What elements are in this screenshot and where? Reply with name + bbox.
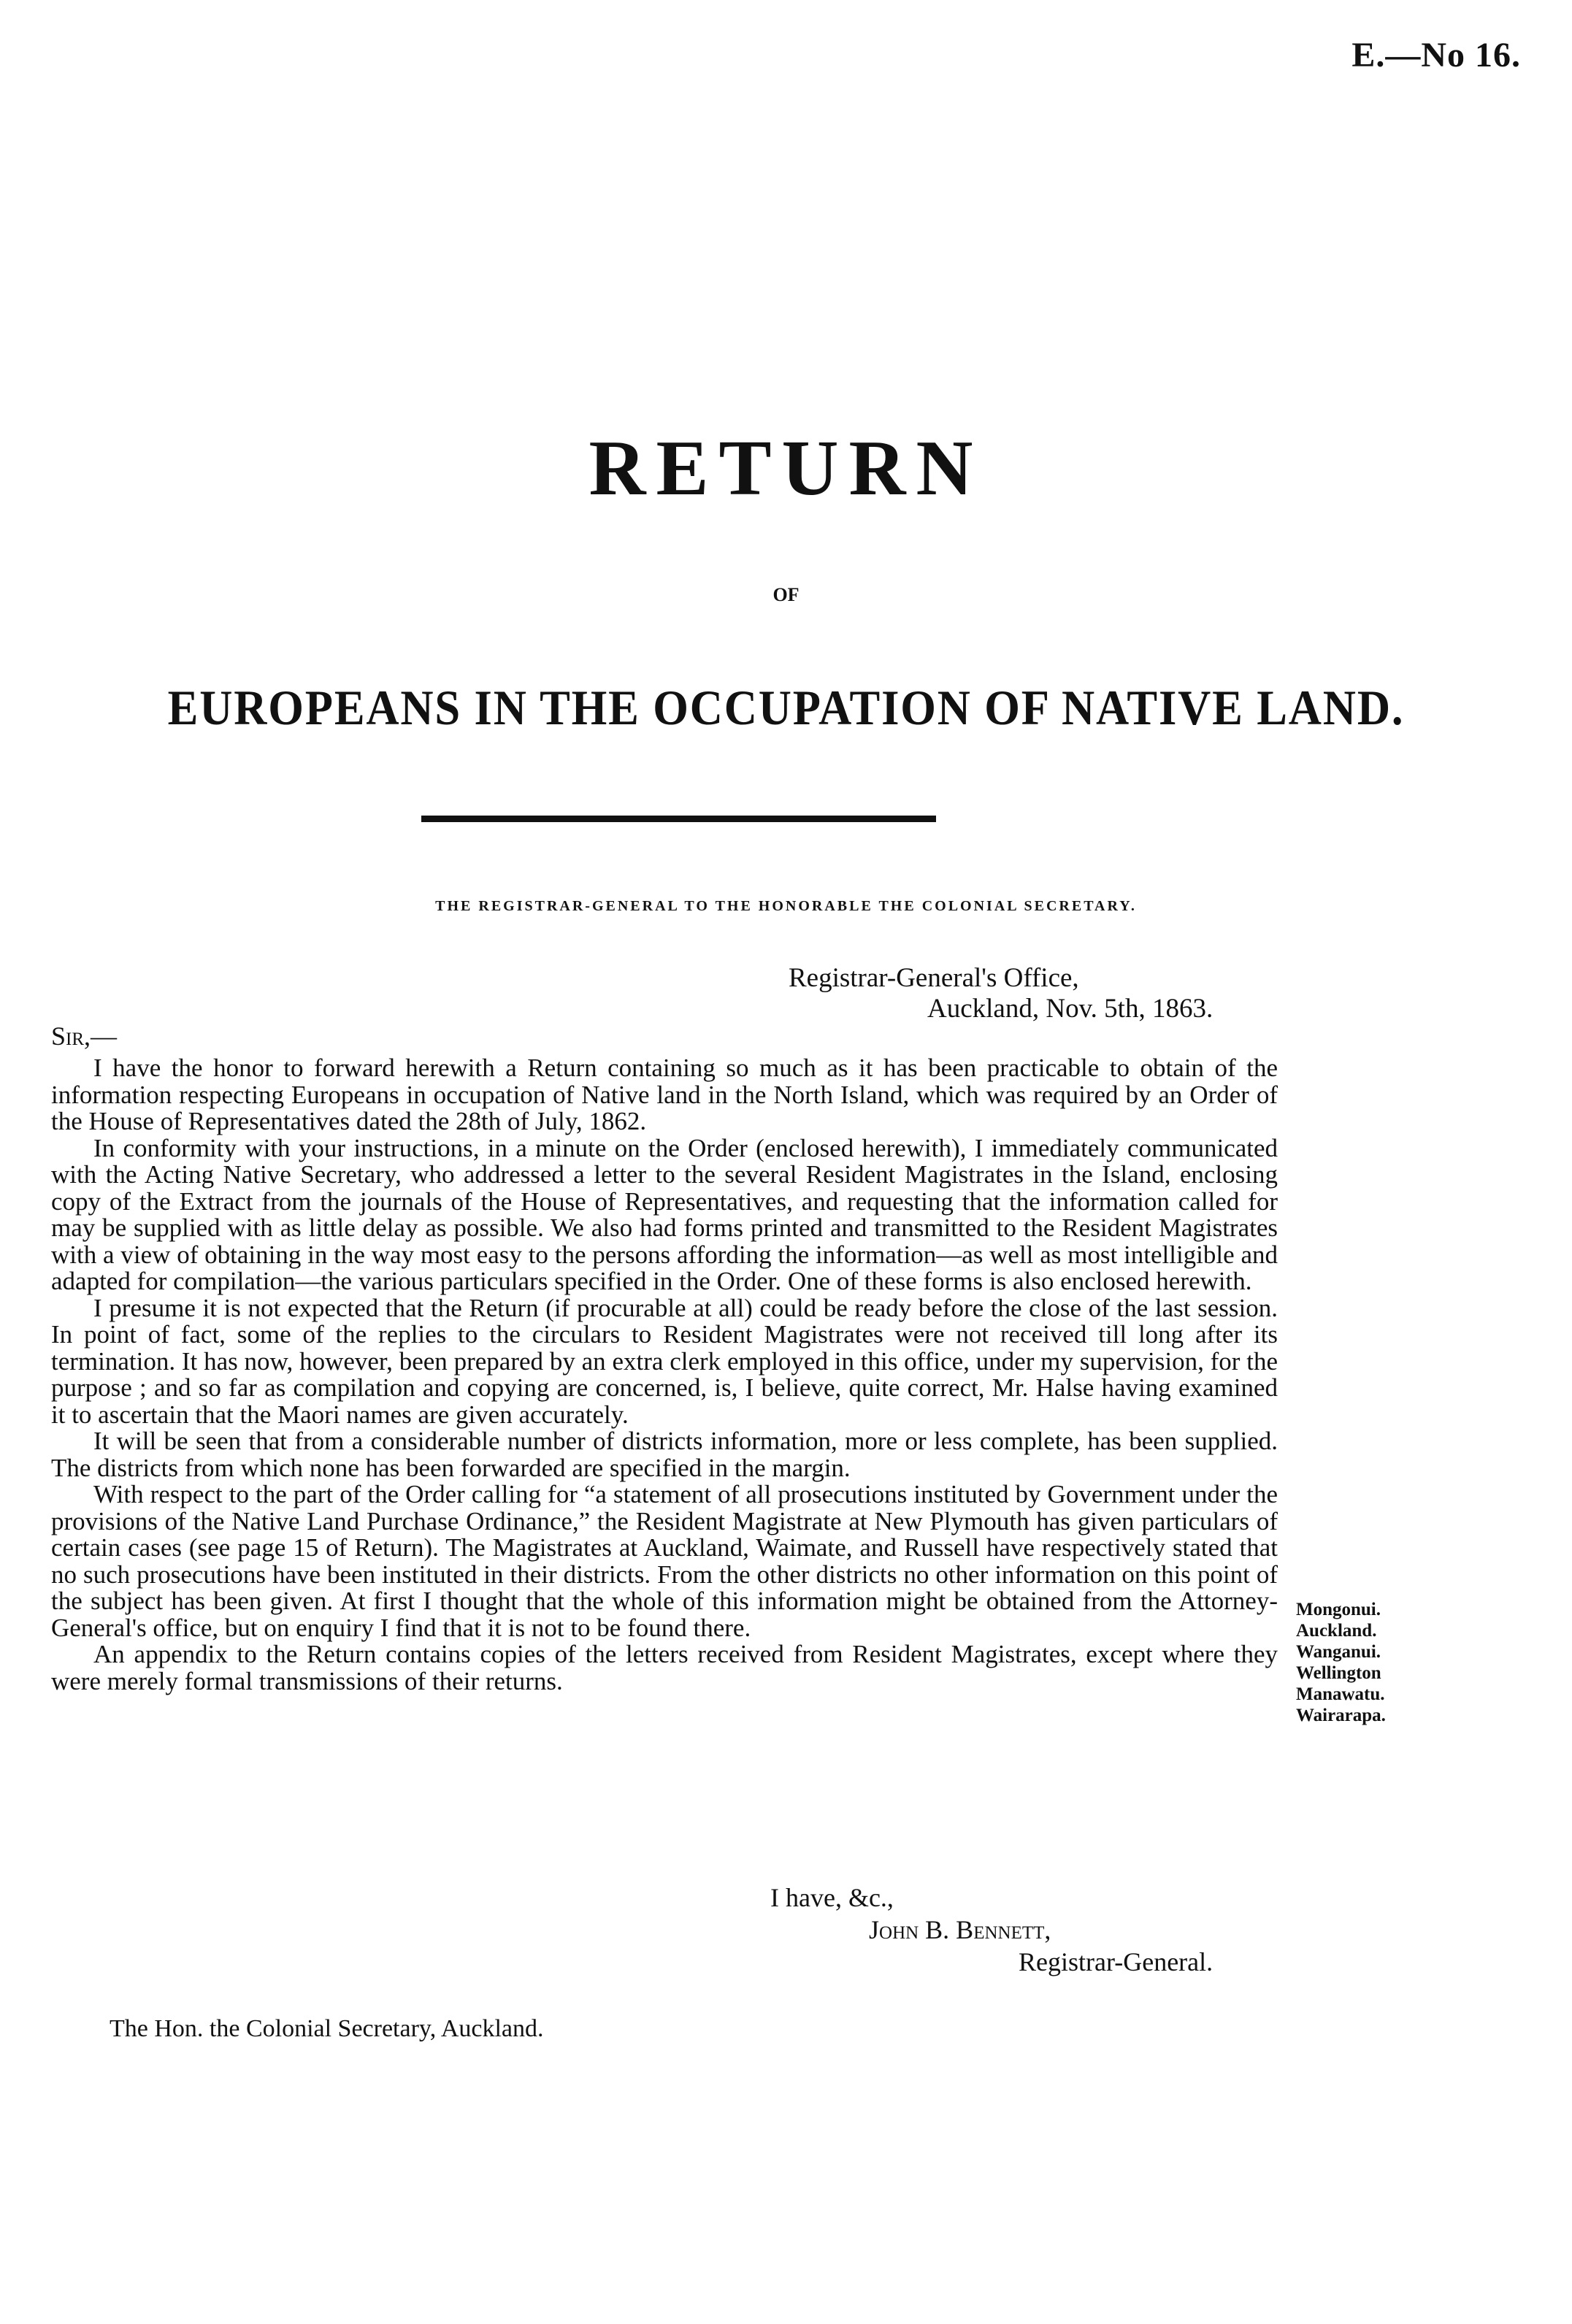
margin-district: Auckland. bbox=[1296, 1621, 1377, 1641]
recipient-line: The Hon. the Colonial Secretary, Auckland. bbox=[110, 2015, 544, 2042]
margin-district: Wairarapa. bbox=[1296, 1706, 1386, 1725]
signature-title: Registrar-General. bbox=[1019, 1947, 1213, 1976]
page-reference: E.—No 16. bbox=[1351, 36, 1521, 74]
document-title: RETURN bbox=[588, 425, 984, 512]
title-connector: OF bbox=[772, 584, 800, 605]
paragraph: It will be seen that from a considerable number of districts information, more or less complete, has been supplied. The districts from which none has been forwarded are specified in the margin. bbox=[51, 1427, 1278, 1482]
office-address: Registrar-General's Office, bbox=[789, 963, 1079, 993]
salutation: Sir,— bbox=[51, 1021, 118, 1051]
letter-heading: THE REGISTRAR-GENERAL TO THE HONORABLE THE COLONIAL SECRETARY. bbox=[435, 898, 1137, 914]
letter-date: Auckland, Nov. 5th, 1863. bbox=[927, 994, 1213, 1024]
document-subtitle: EUROPEANS IN THE OCCUPATION OF NATIVE LAND. bbox=[167, 680, 1405, 735]
closing-phrase: I have, &c., bbox=[770, 1883, 894, 1912]
paragraph: In conformity with your instructions, in a minute on the Order (enclosed herewith), I immediately communicated with the Acting Native Secretary, who addressed a letter to the several Resident Magistrates in the Island, enclosing copy of the Extract from the journals of the House of Representatives, and requesting that the information called for may be supplied with as little delay as possible. We also had forms printed and transmitted to the Resident Magistrates with a view of obtaining in the way most easy to the persons affording the information—as well as most intelligible and adapted for compilation—the various particulars specified in the Order. One of these forms is also enclosed herewith. bbox=[51, 1133, 1278, 1295]
paragraph: With respect to the part of the Order calling for “a statement of all prosecutions instituted by Government under the provisions of the Native Land Purchase Ordinance,” the Resident Magistrate at New Plymouth has given particulars of certain cases (see page 15 of Return). The Magistrates at Auckland, Waimate, and Russell have respectively stated that no such prosecutions have been instituted in their districts. From the other districts no other information on this point of the subject has been given. At first I thought that the whole of this information might be obtained from the Attorney-General's office, but on enquiry I find that it is not to be found there. bbox=[51, 1480, 1278, 1642]
signature-name: John B. Bennett, bbox=[869, 1915, 1051, 1944]
margin-district-list bbox=[1296, 1599, 1427, 1726]
paragraph: I have the honor to forward herewith a Return containing so much as it has been practicable to obtain of the information respecting Europeans in occupation of Native land in the North Island, which was required by an Order of the House of Representatives dated the 28th of July, 1862. bbox=[51, 1054, 1278, 1135]
margin-district: Manawatu. bbox=[1296, 1684, 1385, 1704]
horizontal-rule bbox=[421, 816, 936, 822]
paragraph: I presume it is not expected that the Return (if procurable at all) could be ready before the close of the last session. In point of fact, some of the replies to the circulars to Resident Magistrates were not received till long after its termination. It has now, however, been prepared by an extra clerk employed in this office, under my supervision, for the purpose ; and so far as compilation and copying are concerned, is, I believe, quite correct, Mr. Halse having examined it to ascertain that the Maori names are given accurately. bbox=[51, 1293, 1278, 1429]
margin-district: Wellington bbox=[1296, 1663, 1381, 1683]
letter-body bbox=[51, 1055, 1278, 1695]
margin-district: Wanganui. bbox=[1296, 1642, 1381, 1662]
paragraph: An appendix to the Return contains copies of the letters received from Resident Magistrates, except where they were merely formal transmissions of their returns. bbox=[51, 1640, 1278, 1695]
margin-district: Mongonui. bbox=[1296, 1600, 1381, 1619]
